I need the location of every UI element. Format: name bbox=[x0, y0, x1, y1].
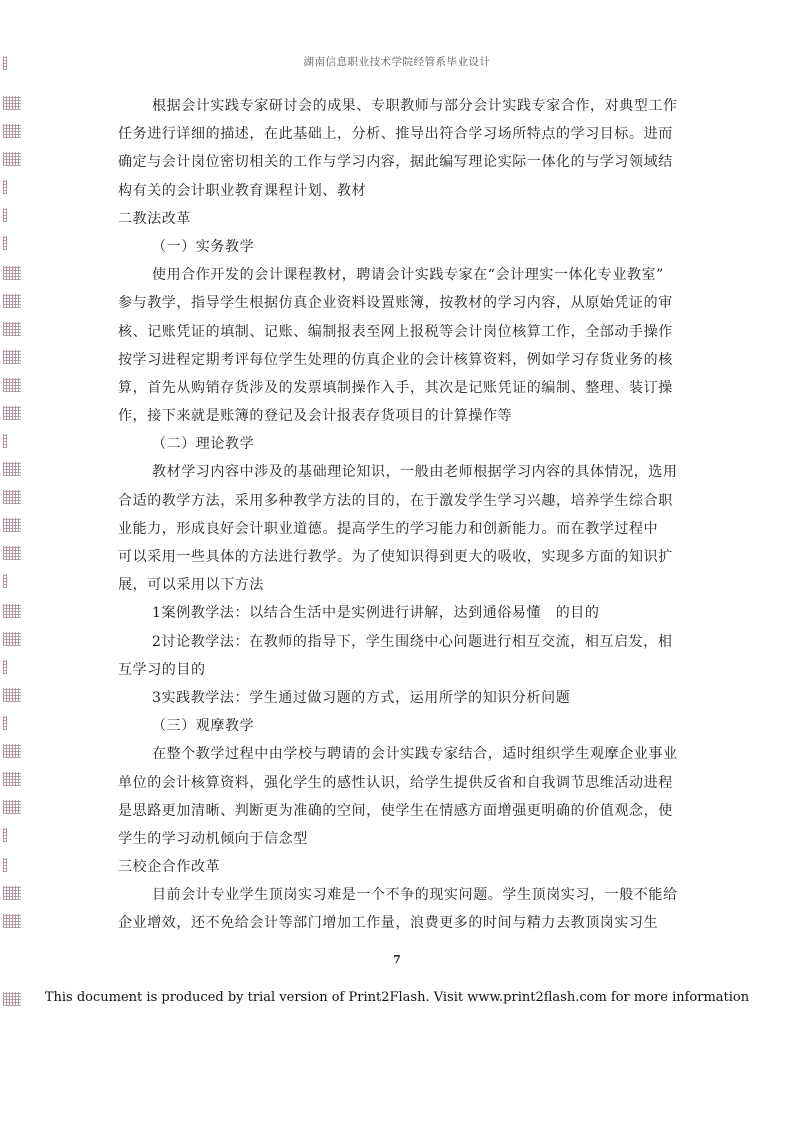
text-line: 教材学习内容中涉及的基础理论知识，一般由老师根据学习内容的具体情况，选用 bbox=[152, 464, 678, 481]
text-line: 构有关的会计职业教育课程计划、教材 bbox=[118, 182, 367, 199]
text-line: 按学习进程定期考评每位学生处理的仿真企业的会计核算资料，例如学习存货业务的核 bbox=[118, 351, 673, 368]
margin-mark bbox=[3, 604, 21, 618]
margin-mark bbox=[3, 208, 7, 222]
margin-mark bbox=[3, 378, 21, 392]
text-line: 作，接下来就是账簿的登记及会计报表存货项目的计算操作等 bbox=[118, 408, 513, 425]
margin-mark bbox=[3, 406, 21, 420]
text-line: 展，可以采用以下方法 bbox=[118, 577, 264, 594]
text-line: 是思路更加清晰、判断更为准确的空间，使学生在情感方面增强更明确的价值观念，使 bbox=[118, 802, 673, 819]
margin-mark bbox=[3, 152, 21, 166]
trial-watermark-footer: This document is produced by trial version of Print2Flash. Visit www.print2flash.com for more information bbox=[44, 990, 750, 1005]
margin-mark bbox=[3, 490, 21, 504]
text-line: 单位的会计核算资料，强化学生的感性认识，给学生提供反省和自我调节思维活动进程 bbox=[118, 774, 673, 791]
text-line: 2讨论教学法：在教师的指导下，学生围绕中心问题进行相互交流，相互启发，相 bbox=[152, 633, 673, 650]
text-line: 学生的学习动机倾向于信念型 bbox=[118, 830, 308, 847]
margin-mark bbox=[3, 914, 21, 928]
text-line: 在整个教学过程中由学校与聘请的会计实践专家结合，适时组织学生观摩企业事业 bbox=[152, 746, 678, 763]
margin-mark bbox=[3, 350, 21, 364]
text-line: 根据会计实践专家研讨会的成果、专职教师与部分会计实践专家合作，对典型工作 bbox=[152, 98, 678, 114]
text-line: 确定与会计岗位密切相关的工作与学习内容，据此编写理论实际一体化的与学习领域结 bbox=[118, 154, 673, 171]
margin-mark bbox=[3, 266, 21, 280]
text-line: 1案例教学法：以结合生活中是实例进行讲解，达到通俗易懂 的目的 bbox=[152, 605, 600, 622]
text-line: （二）理论教学 bbox=[152, 436, 255, 453]
text-line: 互学习的目的 bbox=[118, 661, 206, 678]
text-line: 任务进行详细的描述，在此基础上，分析、推导出符合学习场所特点的学习目标。进而 bbox=[118, 126, 673, 143]
margin-mark bbox=[3, 180, 7, 194]
margin-mark bbox=[3, 858, 7, 872]
text-line: 算，首先从购销存货涉及的发票填制操作入手，其次是记账凭证的编制、整理、装订操 bbox=[118, 379, 673, 396]
text-line: 业能力，形成良好会计职业道德。提高学生的学习能力和创新能力。而在教学过程中 bbox=[118, 520, 659, 537]
text-line: 可以采用一些具体的方法进行教学。为了使知识得到更大的吸收，实现多方面的知识扩 bbox=[118, 549, 673, 565]
document-body bbox=[118, 92, 678, 938]
margin-mark bbox=[3, 546, 21, 560]
margin-mark bbox=[3, 574, 7, 588]
margin-mark bbox=[3, 322, 21, 336]
text-line: （一）实务教学 bbox=[152, 238, 255, 255]
margin-mark bbox=[3, 96, 21, 110]
text-line: 合适的教学方法，采用多种教学方法的目的，在于激发学生学习兴趣，培养学生综合职 bbox=[118, 492, 673, 509]
margin-mark bbox=[3, 688, 21, 702]
margin-mark bbox=[3, 772, 21, 786]
margin-mark bbox=[3, 632, 21, 646]
margin-mark bbox=[3, 236, 7, 250]
page-header: 湖南信息职业技术学院经管系毕业设计 bbox=[303, 56, 491, 68]
margin-mark bbox=[3, 462, 21, 476]
page-number: 7 bbox=[393, 953, 401, 966]
text-line: （三）观摩教学 bbox=[152, 718, 255, 735]
text-line: 3实践教学法：学生通过做习题的方式，运用所学的知识分析问题 bbox=[152, 689, 571, 706]
margin-mark bbox=[3, 886, 21, 900]
text-line: 二教法改革 bbox=[118, 210, 191, 227]
margin-mark bbox=[3, 744, 21, 758]
margin-mark bbox=[3, 828, 7, 842]
margin-mark bbox=[3, 800, 21, 814]
text-line: 使用合作开发的会计课程教材，聘请会计实践专家在“会计理实一体化专业教室” bbox=[152, 267, 664, 284]
margin-mark bbox=[3, 124, 21, 138]
margin-mark bbox=[3, 716, 7, 730]
margin-mark bbox=[3, 294, 21, 308]
text-line: 企业增效，还不免给会计等部门增加工作量，浪费更多的时间与精力去教顶岗实习生 bbox=[118, 915, 659, 932]
margin-mark bbox=[3, 660, 7, 674]
margin-mark bbox=[3, 518, 21, 532]
margin-mark bbox=[3, 434, 7, 448]
text-line: 参与教学，指导学生根据仿真企业资料设置账簿，按教材的学习内容，从原始凭证的审 bbox=[118, 295, 673, 312]
text-line: 目前会计专业学生顶岗实习难是一个不争的现实问题。学生顶岗实习，一般不能给 bbox=[152, 887, 678, 904]
text-line: 三校企合作改革 bbox=[118, 859, 221, 876]
text-line: 核、记账凭证的填制、记账、编制报表至网上报税等会计岗位核算工作，全部动手操作 bbox=[118, 323, 673, 340]
